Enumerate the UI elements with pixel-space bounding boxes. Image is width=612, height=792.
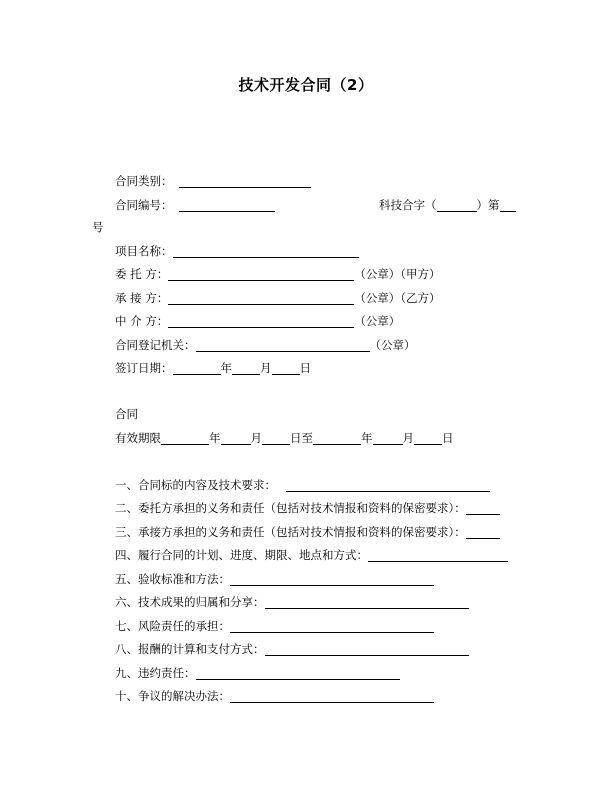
tech-contract-prefix: 科技合字（ [379,198,437,212]
validity-start-year-blank[interactable] [161,432,209,445]
contract-no-label: 合同编号： [115,198,173,212]
client-blank[interactable] [168,268,354,281]
clause-4-blank[interactable] [368,549,508,562]
sign-date-label: 签订日期： [115,361,173,375]
clause-3-blank[interactable] [466,526,500,539]
registry-row [115,338,416,352]
project-name-label: 项目名称： [115,244,173,258]
clause-8-blank[interactable] [265,643,469,656]
contract-no-row [115,198,275,212]
validity-to-text: 日至 [290,431,313,445]
contractor-blank[interactable] [168,292,354,305]
clause-5-blank[interactable] [230,573,434,586]
sign-year-text: 年 [220,361,232,375]
clause-1-row [115,478,490,492]
validity-row [115,431,454,445]
intermediary-blank[interactable] [168,315,354,328]
validity-label: 有效期限 [115,431,161,445]
sign-date-row [115,361,311,375]
clause-9-row [115,666,400,680]
clause-6-blank[interactable] [265,596,469,609]
clause-7-label: 七、风险责任的承担： [115,619,230,633]
sign-year-blank[interactable] [173,362,221,375]
project-name-row [115,244,359,258]
tech-contract-suffix-row [92,220,104,234]
registry-label: 合同登记机关： [115,338,196,352]
registry-blank[interactable] [196,339,370,352]
clause-6-row [115,595,469,609]
contract-type-label: 合同类别： [115,174,173,188]
validity-end-month-blank[interactable] [373,432,403,445]
clause-5-row [115,572,434,586]
clause-4-row [115,548,508,562]
clause-10-label: 十、争议的解决办法： [115,689,230,703]
tech-contract-number-blank[interactable] [500,199,516,212]
clause-7-blank[interactable] [230,620,434,633]
validity-end-year-blank[interactable] [313,432,361,445]
validity-start-day-blank[interactable] [262,432,290,445]
clause-1-blank[interactable] [286,479,490,492]
sign-month-text: 月 [260,361,272,375]
clause-10-blank[interactable] [230,690,434,703]
validity-heading-row [115,407,138,421]
clause-8-label: 八、报酬的计算和支付方式： [115,642,265,656]
sign-month-blank[interactable] [232,362,260,375]
validity-end-day-blank[interactable] [414,432,442,445]
validity-start-month-blank[interactable] [221,432,251,445]
sign-day-text: 日 [299,361,311,375]
validity-end-year-text: 年 [361,431,373,445]
clause-3-row [115,525,500,539]
clause-10-row [115,689,434,703]
client-label: 委 托 方： [115,267,169,281]
contractor-seal-text: （公章）（乙方） [354,291,441,305]
contractor-label: 承 接 方： [115,291,169,305]
project-name-blank[interactable] [173,245,359,258]
tech-contract-suffix: 号 [92,220,104,234]
clause-4-label: 四、履行合同的计划、进度、期限、地点和方式： [115,548,368,562]
registry-seal-text: （公章） [369,338,416,352]
tech-contract-year-blank[interactable] [437,199,477,212]
clause-5-label: 五、验收标准和方法： [115,572,230,586]
clause-8-row [115,642,469,656]
contract-type-row [115,174,311,188]
clause-9-blank[interactable] [196,667,400,680]
tech-contract-no-row [379,198,516,212]
tech-contract-mid: ）第 [476,198,500,212]
clause-1-label: 一、合同标的内容及技术要求： [115,478,276,492]
clause-2-label: 二、委托方承担的义务和责任（包括对技术情报和资料的保密要求）： [115,501,466,515]
validity-start-month-text: 月 [250,431,262,445]
clause-9-label: 九、违约责任： [115,666,196,680]
sign-day-blank[interactable] [272,362,300,375]
client-row [115,267,441,281]
client-seal-text: （公章）（甲方） [354,267,441,281]
clause-2-row [115,501,500,515]
validity-heading: 合同 [115,407,138,421]
document-title: 技术开发合同（2） [238,76,374,94]
validity-start-year-text: 年 [209,431,221,445]
contract-no-blank[interactable] [179,199,275,212]
contract-type-blank[interactable] [179,175,311,188]
intermediary-seal-text: （公章） [354,314,401,328]
validity-end-month-text: 月 [402,431,414,445]
intermediary-label: 中 介 方： [115,314,169,328]
clause-2-blank[interactable] [466,502,500,515]
clause-6-label: 六、技术成果的归属和分享： [115,595,265,609]
intermediary-row [115,314,400,328]
validity-end-day-text: 日 [442,431,454,445]
clause-7-row [115,619,434,633]
contractor-row [115,291,441,305]
clause-3-label: 三、承接方承担的义务和责任（包括对技术情报和资料的保密要求）： [115,525,466,539]
